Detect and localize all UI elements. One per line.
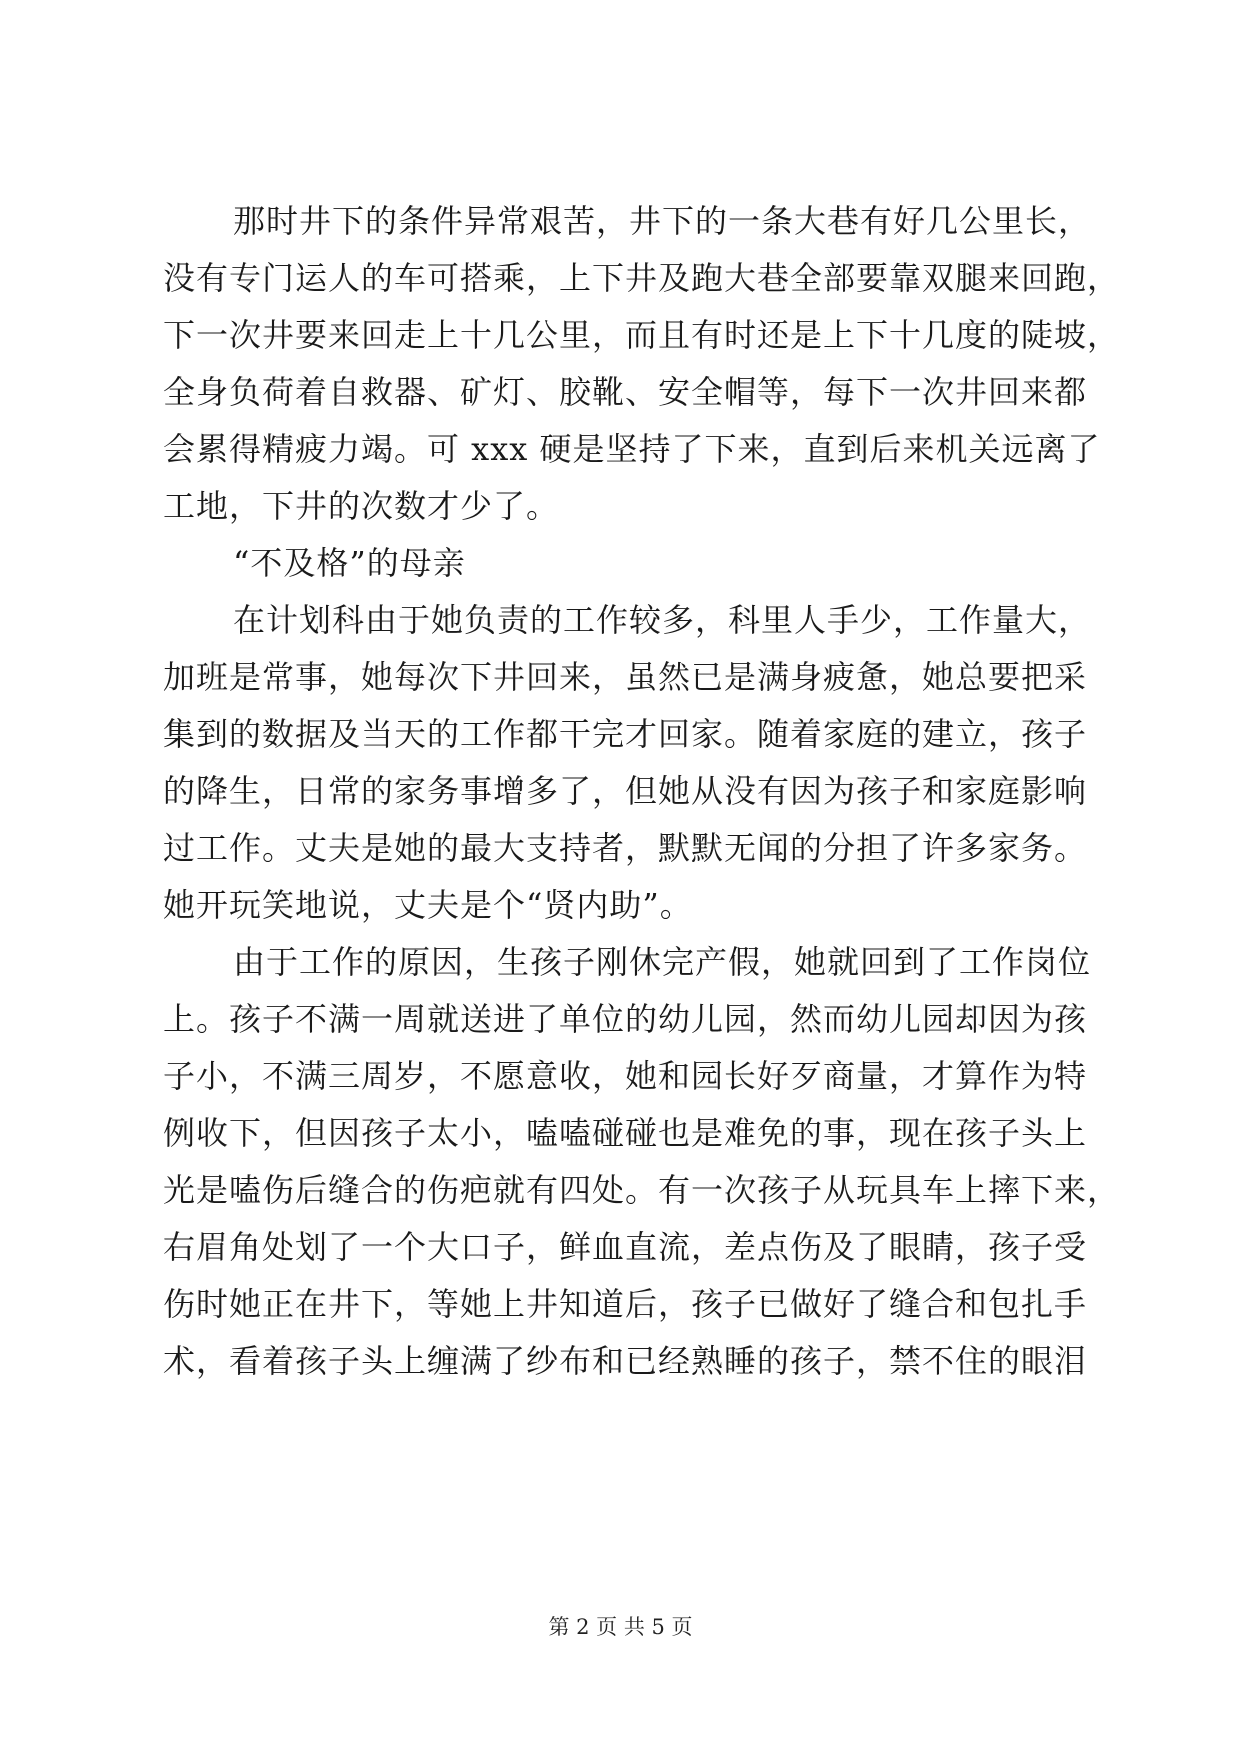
- text-line: 由于工作的原因，生孩子刚休完产假，她就回到了工作岗位: [233, 943, 1092, 981]
- text-line: 在计划科由于她负责的工作较多，科里人手少，工作量大，: [233, 601, 1092, 639]
- text-line: 子小，不满三周岁，不愿意收，她和园长好歹商量，才算作为特: [163, 1057, 1088, 1095]
- text-line: 例收下，但因孩子太小，嗑嗑碰碰也是难免的事，现在孩子头上: [163, 1114, 1088, 1152]
- text-line: 全身负荷着自救器、矿灯、胶靴、安全帽等，每下一次井回来都: [163, 373, 1088, 411]
- text-line: 加班是常事，她每次下井回来，虽然已是满身疲惫，她总要把采: [163, 658, 1088, 696]
- text-line: 会累得精疲力竭。可 xxx 硬是坚持了下来，直到后来机关远离了: [163, 430, 1101, 468]
- text-line: 下一次井要来回走上十几公里，而且有时还是上下十几度的陡坡，: [163, 316, 1121, 354]
- text-line: 的降生，日常的家务事增多了，但她从没有因为孩子和家庭影响: [163, 772, 1088, 810]
- text-line: 光是嗑伤后缝合的伤疤就有四处。有一次孩子从玩具车上摔下来，: [163, 1171, 1121, 1209]
- text-line: 没有专门运人的车可搭乘，上下井及跑大巷全部要靠双腿来回跑，: [163, 259, 1121, 297]
- text-line: 上。孩子不满一周就送进了单位的幼儿园，然而幼儿园却因为孩: [163, 1000, 1088, 1038]
- text-line: 集到的数据及当天的工作都干完才回家。随着家庭的建立，孩子: [163, 715, 1088, 753]
- text-line: 她开玩笑地说，丈夫是个“贤内助”。: [163, 886, 693, 924]
- document-body: [163, 193, 1123, 1390]
- text-line: 工地，下井的次数才少了。: [163, 487, 560, 525]
- text-line: 那时井下的条件异常艰苦，井下的一条大巷有好几公里长，: [233, 202, 1092, 240]
- section-heading: “不及格”的母亲: [233, 544, 466, 582]
- text-line: 右眉角处划了一个大口子，鲜血直流，差点伤及了眼睛，孩子受: [163, 1228, 1088, 1266]
- page-footer: 第 2 页 共 5 页: [548, 1615, 693, 1639]
- text-line: 伤时她正在井下，等她上井知道后，孩子已做好了缝合和包扎手: [163, 1285, 1088, 1323]
- text-line: 过工作。丈夫是她的最大支持者，默默无闻的分担了许多家务。: [163, 829, 1088, 867]
- text-line: 术，看着孩子头上缠满了纱布和已经熟睡的孩子，禁不住的眼泪: [163, 1342, 1088, 1380]
